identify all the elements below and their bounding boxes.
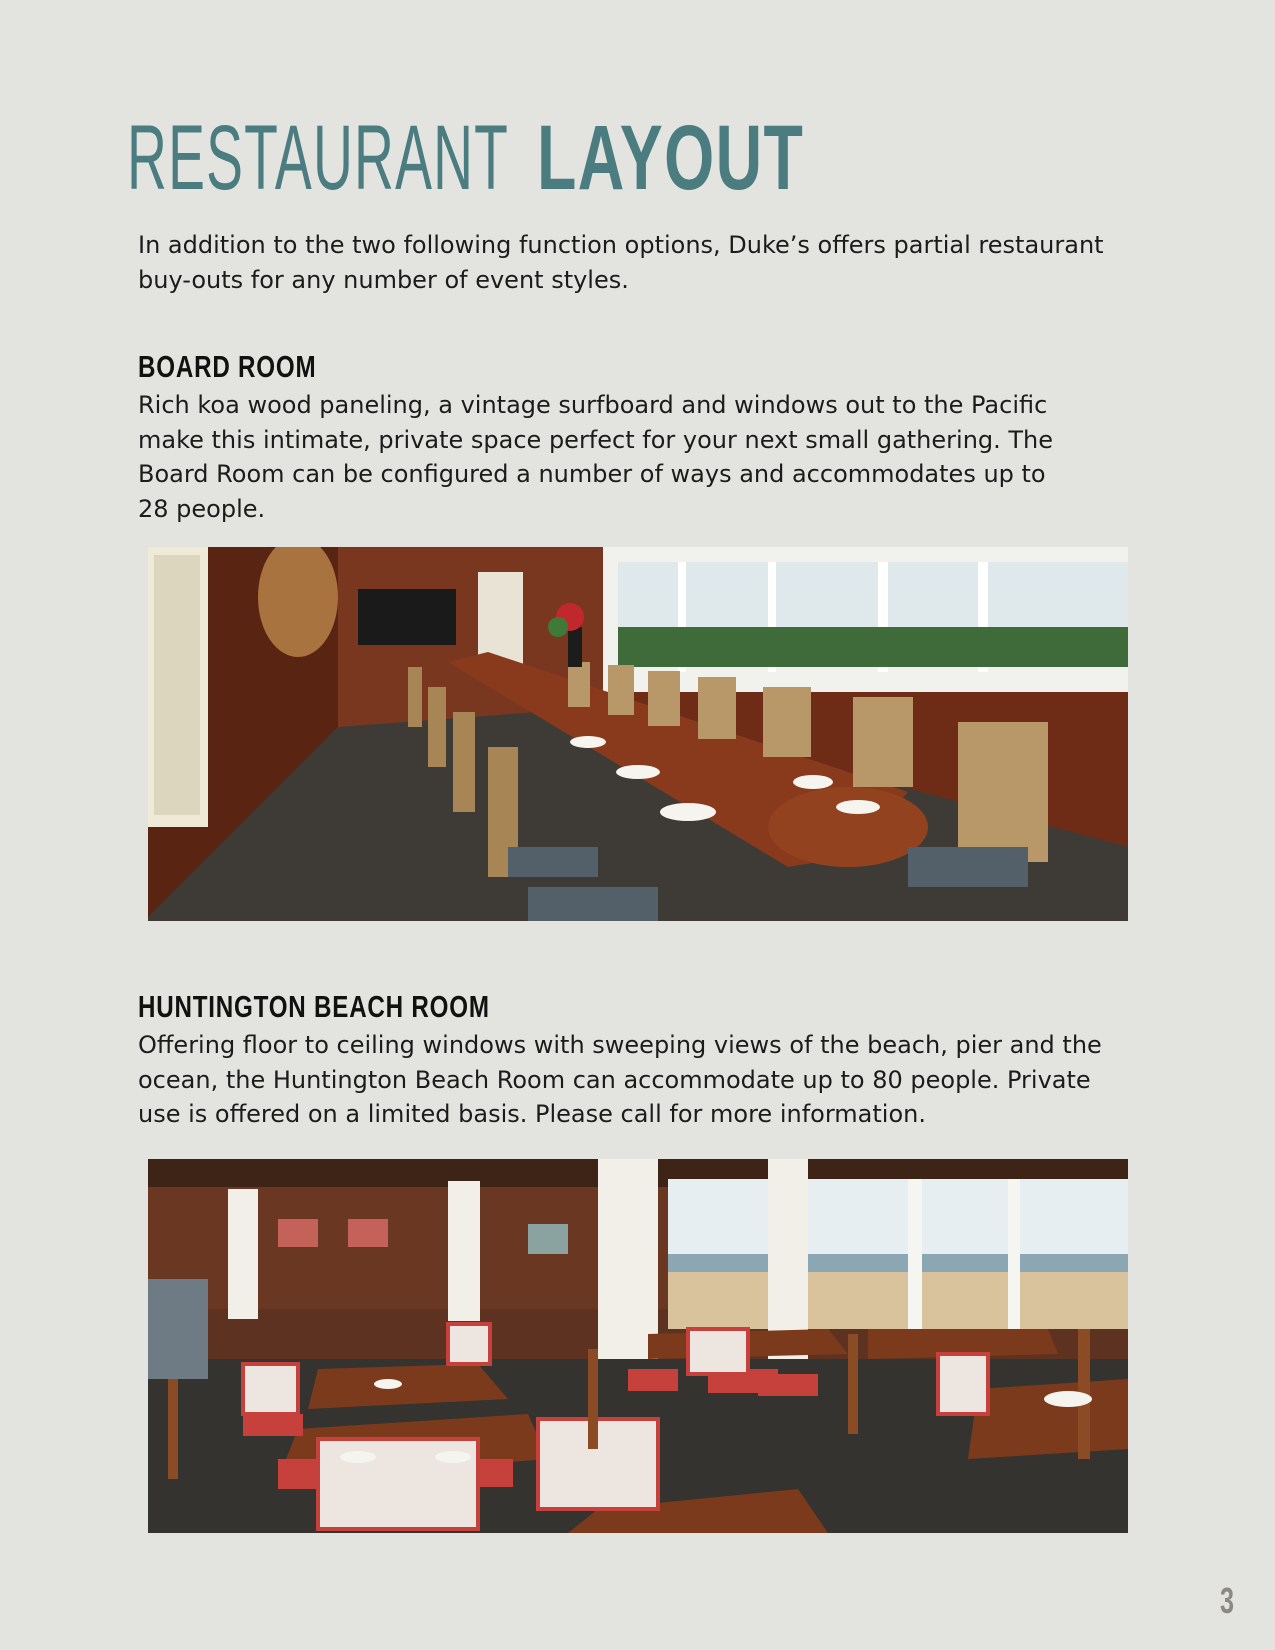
board-room-description: Rich koa wood paneling, a vintage surfboard and windows out to the Pacific make this intimate, private space perfect for your next small gathering. The Board Room can be configured a number of ways and accommodates up to 28 people. (138, 391, 1054, 523)
intro-paragraph: In addition to the two following function options, Duke’s offers partial restaurant buy-outs for any number of event styles. (138, 231, 1104, 294)
page-title-light: RESTAURANT (127, 107, 510, 209)
board-room-photo (148, 547, 1128, 921)
page-title (127, 107, 827, 212)
huntington-beach-room-photo (148, 1159, 1128, 1533)
board-room-heading: BOARD ROOM (138, 349, 317, 384)
huntington-beach-room-description: Offering floor to ceiling windows with sweeping views of the beach, pier and the ocean, the Huntington Beach Room can accommodate up to 80 people. Private use is offered on a limited basis. Please call for more information. (138, 1031, 1102, 1128)
huntington-beach-room-heading: HUNTINGTON BEACH ROOM (138, 989, 490, 1024)
page-title-bold: LAYOUT (537, 107, 805, 209)
page-number: 3 (1220, 1580, 1235, 1621)
